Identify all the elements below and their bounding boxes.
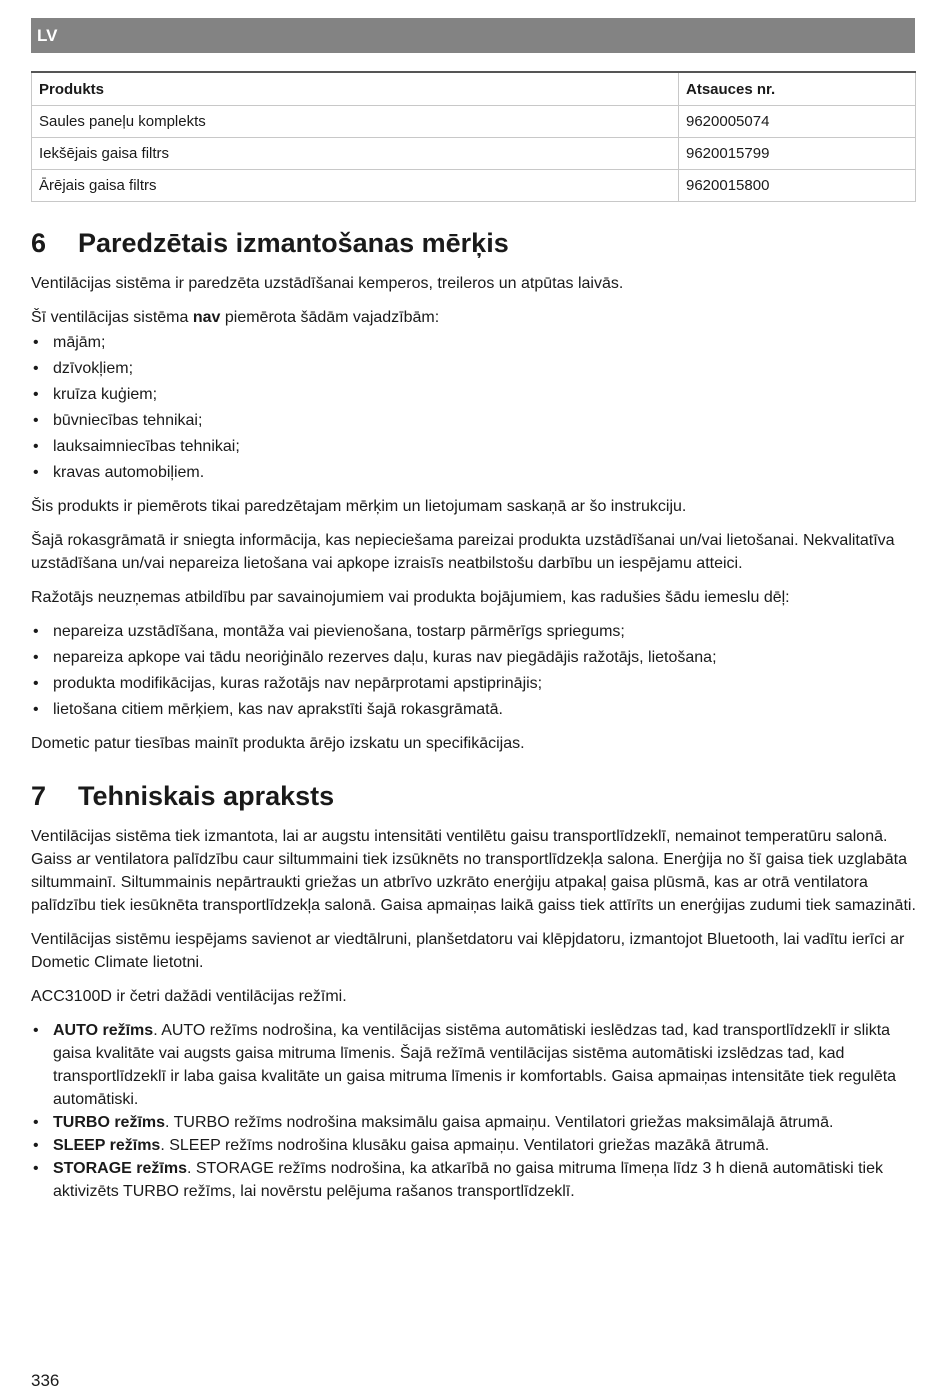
column-header-product: Produkts <box>32 72 679 106</box>
document-content <box>31 220 916 1214</box>
reference-table <box>31 71 916 202</box>
unsuitable-uses-list <box>31 331 916 484</box>
text-run: Šī ventilācijas sistēma <box>31 309 193 326</box>
liability-list <box>31 620 916 721</box>
section-title: Tehniskais apraksts <box>78 781 335 811</box>
mode-description: . SLEEP režīms nodrošina klusāku gaisa apmaiņu. Ventilatori griežas mazākā ātrumā. <box>160 1137 770 1154</box>
table-row <box>32 138 916 170</box>
column-header-reference: Atsauces nr. <box>679 72 916 106</box>
mode-name: STORAGE režīms <box>53 1160 187 1177</box>
paragraph: Ventilācijas sistēmu iespējams savienot ar viedtālruni, planšetdatoru vai klēpjdatoru, izmantojot Bluetooth, lai vadītu ierīci ar Dometic Climate lietotni. <box>31 931 905 971</box>
page-number: 336 <box>31 1371 60 1390</box>
ventilation-modes-list <box>31 1019 916 1203</box>
product-cell: Ārējais gaisa filtrs <box>32 170 679 202</box>
section-technical-description <box>31 779 916 1203</box>
paragraph: Šis produkts ir piemērots tikai paredzētajam mērķim un lietojumam saskaņā ar šo instrukciju. <box>31 498 687 515</box>
paragraph: ACC3100D ir četri dažādi ventilācijas režīmi. <box>31 988 347 1005</box>
section-heading <box>31 779 916 813</box>
list-item: • lietošana citiem mērķiem, kas nav aprakstīti šajā rokasgrāmatā. <box>31 698 916 721</box>
table-row <box>32 106 916 138</box>
mode-description: . TURBO režīms nodrošina maksimālu gaisa apmaiņu. Ventilatori griežas maksimālajā ātrumā. <box>165 1114 834 1131</box>
product-cell: Saules paneļu komplekts <box>32 106 679 138</box>
list-item <box>31 1019 916 1111</box>
text-run: piemērota šādām vajadzībām: <box>220 309 440 326</box>
reference-cell: 9620015799 <box>679 138 916 170</box>
list-item: • kruīza kuģiem; <box>31 383 916 406</box>
mode-name: AUTO režīms <box>53 1022 154 1039</box>
reference-cell: 9620005074 <box>679 106 916 138</box>
mode-name: TURBO režīms <box>53 1114 166 1131</box>
list-item: • būvniecības tehnikai; <box>31 409 916 432</box>
paragraph: Ventilācijas sistēma ir paredzēta uzstādīšanai kemperos, treileros un atpūtas laivās. <box>31 275 624 292</box>
mode-description: . STORAGE režīms nodrošina, ka atkarībā no gaisa mitruma līmeņa līdz 3 h dienā automātiski tiek aktivizēts TURBO režīms, lai novērstu pelējuma rašanos transportlīdzeklī. <box>53 1160 883 1200</box>
emphasis-text: nav <box>192 309 221 326</box>
list-item: • nepareiza uzstādīšana, montāža vai pievienošana, tostarp pārmērīgs spriegums; <box>31 620 916 643</box>
section-title: Paredzētais izmantošanas mērķis <box>78 228 509 258</box>
table-row <box>32 170 916 202</box>
list-item: • kravas automobiļiem. <box>31 461 916 484</box>
section-intended-use <box>31 226 916 755</box>
paragraph: Ventilācijas sistēma tiek izmantota, lai ar augstu intensitāti ventilētu gaisu transportlīdzeklī, nemainot temperatūru salonā. Gaiss ar ventilatora palīdzību caur siltummaini tiek izsūknēts no transportlīdzekļa salona. Enerģija no šī gaisa tiek uzglabāta siltummainī. Siltummainis nepārtraukti griežas un atbrīvo uzkrāto enerģiju atpakaļ gaisa plūsmā, kas ar otrā ventilatora palīdzību tiek iesūknēta transportlīdzekļa salonā. Gaisa apmaiņas laikā gaiss tiek attīrīts un enerģijas zudumi tiek samazināti. <box>31 828 916 914</box>
section-number: 6 <box>31 228 47 258</box>
product-cell: Iekšējais gaisa filtrs <box>32 138 679 170</box>
section-number: 7 <box>31 781 47 811</box>
mode-name: SLEEP režīms <box>53 1137 161 1154</box>
list-item: • mājām; <box>31 331 916 354</box>
list-item: • produkta modifikācijas, kuras ražotājs nav nepārprotami apstiprinājis; <box>31 672 916 695</box>
list-item: • dzīvokļiem; <box>31 357 916 380</box>
paragraph <box>31 306 916 329</box>
language-code: LV <box>37 26 58 45</box>
list-item <box>31 1111 916 1134</box>
list-item: • lauksaimniecības tehnikai; <box>31 435 916 458</box>
list-item <box>31 1157 916 1203</box>
reference-cell: 9620015800 <box>679 170 916 202</box>
paragraph: Šajā rokasgrāmatā ir sniegta informācija, kas nepieciešama pareizai produkta uzstādīšanai un/vai lietošanai. Nekvalitatīva uzstādīšana un/vai nepareiza lietošana vai apkope izraisīs neatbilstošu darbību un iespējamu atteici. <box>31 532 895 572</box>
language-header-bar <box>31 18 915 53</box>
list-item: • nepareiza apkope vai tādu neoriģinālo rezerves daļu, kuras nav piegādājis ražotājs, lietošana; <box>31 646 916 669</box>
paragraph: Dometic patur tiesības mainīt produkta ārējo izskatu un specifikācijas. <box>31 735 525 752</box>
mode-description: . AUTO režīms nodrošina, ka ventilācijas sistēma automātiski ieslēdzas tad, kad transportlīdzeklī ir slikta gaisa kvalitāte vai augsts gaisa mitruma līmenis. Šajā režīmā ventilācijas sistēma automātiski izslēdzas tad, kad transportlīdzeklī ir laba gaisa kvalitāte un gaisa mitruma līmenis ir komfortabls. Gaisa apmaiņas intensitāte tiek regulēta automātiski. <box>53 1022 897 1108</box>
section-heading <box>31 226 916 260</box>
list-item <box>31 1134 916 1157</box>
table-header-row <box>32 72 916 106</box>
paragraph: Ražotājs neuzņemas atbildību par savainojumiem vai produkta bojājumiem, kas radušies šādu iemeslu dēļ: <box>31 589 790 606</box>
